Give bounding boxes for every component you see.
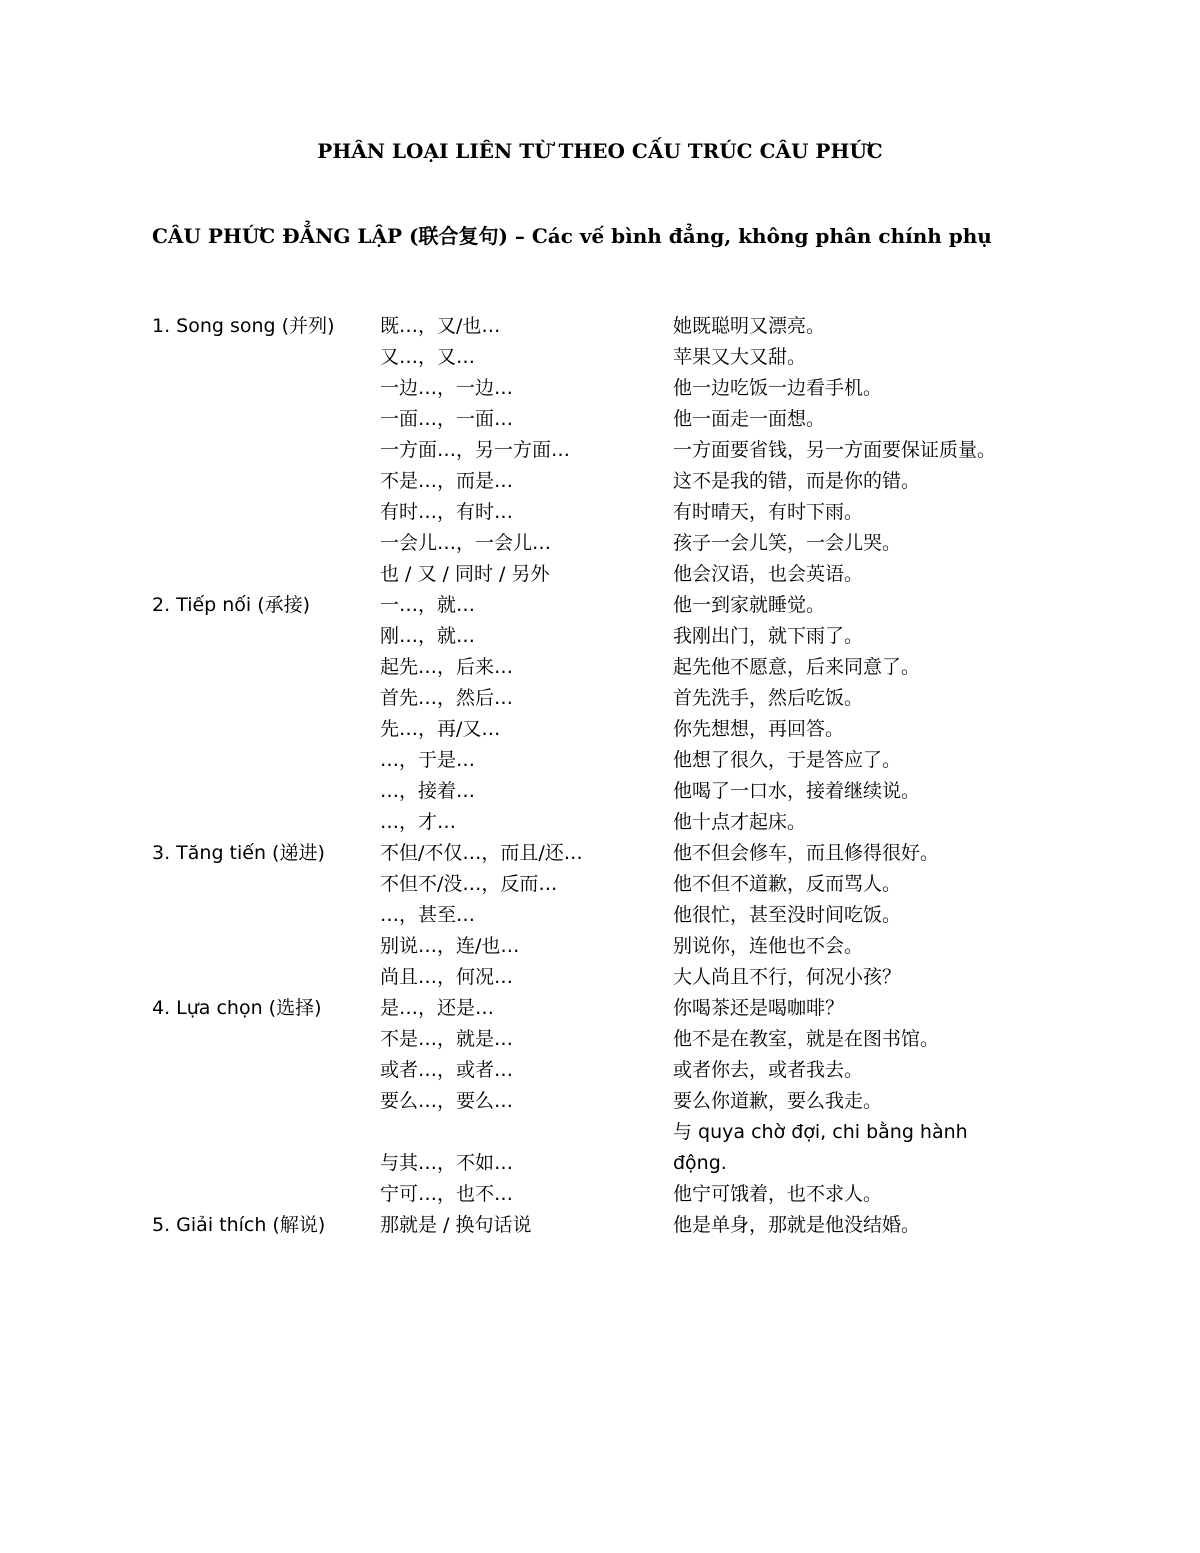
pattern-cell: …，于是… — [380, 749, 476, 771]
table-row — [152, 1179, 1013, 1210]
pattern-cell: 与其…，不如… — [380, 1152, 514, 1174]
example-cell: 他是单身，那就是他没结婚。 — [673, 1214, 921, 1236]
pattern-cell: 一会儿…，一会儿… — [380, 532, 552, 554]
pattern-cell: 不但不/没…，反而… — [380, 873, 558, 895]
table-row — [152, 497, 1013, 528]
example-cell: 要么你道歉，要么我走。 — [673, 1090, 883, 1112]
example-cell: 苹果又大又甜。 — [673, 346, 807, 368]
category-label: 5. Giải thích (解说) — [152, 1214, 326, 1236]
table-row — [152, 962, 1013, 993]
category-label: 3. Tăng tiến (递进) — [152, 842, 325, 864]
example-cell: 与 quya chờ đợi, chi bằng hành động. — [673, 1121, 968, 1174]
table-row — [152, 745, 1013, 776]
example-cell: 这不是我的错，而是你的错。 — [673, 470, 921, 492]
category-label: 4. Lựa chọn (选择) — [152, 997, 322, 1019]
example-cell: 他一到家就睡觉。 — [673, 594, 826, 616]
table-row — [152, 683, 1013, 714]
category-label: 2. Tiếp nối (承接) — [152, 594, 311, 616]
table-row — [152, 1055, 1013, 1086]
example-cell: 他宁可饿着，也不求人。 — [673, 1183, 883, 1205]
example-cell: 他十点才起床。 — [673, 811, 807, 833]
table-row — [152, 1117, 1013, 1179]
table-row — [152, 466, 1013, 497]
example-cell: 我刚出门，就下雨了。 — [673, 625, 864, 647]
example-cell: 有时晴天，有时下雨。 — [673, 501, 864, 523]
pattern-cell: 首先…，然后… — [380, 687, 514, 709]
table-row — [152, 714, 1013, 745]
table-row — [152, 931, 1013, 962]
pattern-cell: …，甚至… — [380, 904, 476, 926]
table-row — [152, 1210, 1013, 1241]
pattern-cell: 不是…，而是… — [380, 470, 514, 492]
pattern-cell: 不是…，就是… — [380, 1028, 514, 1050]
pattern-cell: 刚…，就… — [380, 625, 476, 647]
pattern-cell: 起先…，后来… — [380, 656, 514, 678]
example-cell: 首先洗手，然后吃饭。 — [673, 687, 864, 709]
pattern-cell: 一面…，一面… — [380, 408, 514, 430]
example-cell: 大人尚且不行，何况小孩？ — [673, 966, 902, 988]
example-cell: 一方面要省钱，另一方面要保证质量。 — [673, 439, 997, 461]
table-row — [152, 652, 1013, 683]
category-label: 1. Song song (并列) — [152, 315, 335, 337]
pattern-cell: …，接着… — [380, 780, 476, 802]
table-row — [152, 838, 1013, 869]
table-row — [152, 621, 1013, 652]
example-cell: 他很忙，甚至没时间吃饭。 — [673, 904, 902, 926]
table-row — [152, 807, 1013, 838]
document-title: PHÂN LOẠI LIÊN TỪ THEO CẤU TRÚC CÂU PHỨC — [317, 139, 883, 163]
example-cell: 他一面走一面想。 — [673, 408, 826, 430]
table-row — [152, 559, 1013, 590]
pattern-cell: 或者…，或者… — [380, 1059, 514, 1081]
pattern-cell: 是…，还是… — [380, 997, 495, 1019]
pattern-cell: 一方面…，另一方面… — [380, 439, 571, 461]
pattern-cell: 别说…，连/也… — [380, 935, 520, 957]
pattern-cell: 既…，又/也… — [380, 315, 501, 337]
example-cell: 他不但会修车，而且修得很好。 — [673, 842, 940, 864]
pattern-cell: 又…，又… — [380, 346, 476, 368]
example-cell: 起先他不愿意，后来同意了。 — [673, 656, 921, 678]
example-cell: 或者你去，或者我去。 — [673, 1059, 864, 1081]
pattern-cell: …，才… — [380, 811, 457, 833]
pattern-cell: 宁可…，也不… — [380, 1183, 514, 1205]
table-row — [152, 590, 1013, 621]
example-cell: 他一边吃饭一边看手机。 — [673, 377, 883, 399]
table-row — [152, 776, 1013, 807]
example-cell: 你先想想，再回答。 — [673, 718, 845, 740]
table-row — [152, 1086, 1013, 1117]
example-cell: 他会汉语，也会英语。 — [673, 563, 864, 585]
pattern-cell: 那就是 / 换句话说 — [380, 1214, 532, 1236]
table-row — [152, 869, 1013, 900]
table-row — [152, 342, 1013, 373]
pattern-cell: 有时…，有时… — [380, 501, 514, 523]
pattern-cell: 也 / 又 / 同时 / 另外 — [380, 563, 550, 585]
example-cell: 你喝茶还是喝咖啡？ — [673, 997, 845, 1019]
table-row — [152, 435, 1013, 466]
example-cell: 他想了很久，于是答应了。 — [673, 749, 902, 771]
table-row — [152, 1024, 1013, 1055]
table-row — [152, 993, 1013, 1024]
example-cell: 孩子一会儿笑，一会儿哭。 — [673, 532, 902, 554]
pattern-cell: 不但/不仅…，而且/还… — [380, 842, 583, 864]
example-cell: 他喝了一口水，接着继续说。 — [673, 780, 921, 802]
pattern-cell: 一边…，一边… — [380, 377, 514, 399]
table-row — [152, 900, 1013, 931]
example-cell: 他不是在教室，就是在图书馆。 — [673, 1028, 940, 1050]
table-row — [152, 404, 1013, 435]
pattern-cell: 先…，再/又… — [380, 718, 501, 740]
example-cell: 别说你，连他也不会。 — [673, 935, 864, 957]
pattern-cell: 尚且…，何况… — [380, 966, 514, 988]
table-row — [152, 528, 1013, 559]
table-row — [152, 373, 1013, 404]
conjunction-table — [152, 311, 1013, 1241]
example-cell: 她既聪明又漂亮。 — [673, 315, 826, 337]
pattern-cell: 要么…，要么… — [380, 1090, 514, 1112]
section-heading: CÂU PHỨC ĐẲNG LẬP (联合复句) – Các vế bình đẳng, không phân chính phụ — [152, 224, 992, 248]
pattern-cell: 一…，就… — [380, 594, 476, 616]
example-cell: 他不但不道歉，反而骂人。 — [673, 873, 902, 895]
